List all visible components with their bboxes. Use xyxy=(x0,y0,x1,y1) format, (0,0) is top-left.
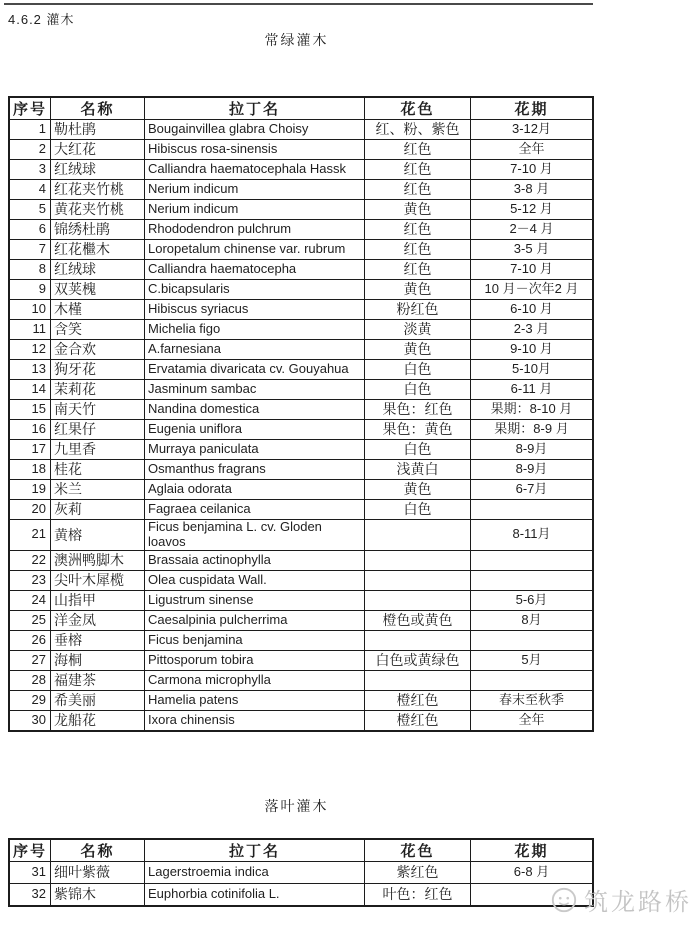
table-cell: 7-10 月 xyxy=(471,260,594,280)
table-cell: 3-5 月 xyxy=(471,240,594,260)
table-cell: Jasminum sambac xyxy=(145,380,365,400)
table-cell: Osmanthus fragrans xyxy=(145,460,365,480)
table-cell: 桂花 xyxy=(51,460,145,480)
table-cell: 13 xyxy=(9,360,51,380)
table-cell: 大红花 xyxy=(51,140,145,160)
table-cell: 9 xyxy=(9,280,51,300)
table-row xyxy=(9,340,593,360)
evergreen-shrub-table-container xyxy=(8,96,594,732)
table-cell: 灰莉 xyxy=(51,500,145,520)
table-row xyxy=(9,690,593,710)
table-row xyxy=(9,862,593,884)
column-header: 花期 xyxy=(471,839,594,862)
table-cell: 果色：红色 xyxy=(365,400,471,420)
table-row xyxy=(9,140,593,160)
table-cell: Carmona microphylla xyxy=(145,670,365,690)
table-cell: C.bicapsularis xyxy=(145,280,365,300)
table-cell: 红色 xyxy=(365,260,471,280)
table-row xyxy=(9,710,593,731)
table-row xyxy=(9,200,593,220)
table-cell: 白色 xyxy=(365,500,471,520)
column-header: 序号 xyxy=(9,97,51,120)
table-cell: Aglaia odorata xyxy=(145,480,365,500)
table-cell: Hibiscus rosa-sinensis xyxy=(145,140,365,160)
column-header: 名称 xyxy=(51,97,145,120)
table-cell: 红果仔 xyxy=(51,420,145,440)
table-cell: 5-12 月 xyxy=(471,200,594,220)
table-cell: Calliandra haematocephala Hassk xyxy=(145,160,365,180)
table-cell: Caesalpinia pulcherrima xyxy=(145,610,365,630)
table-cell: 8月 xyxy=(471,610,594,630)
table-row xyxy=(9,300,593,320)
table-cell: 黄色 xyxy=(365,280,471,300)
table-cell: Euphorbia cotinifolia L. xyxy=(145,884,365,907)
table-cell: 7-10 月 xyxy=(471,160,594,180)
table-cell xyxy=(471,570,594,590)
table-row xyxy=(9,500,593,520)
table-cell: 全年 xyxy=(471,710,594,731)
table-cell: 红色 xyxy=(365,220,471,240)
deciduous-shrub-table xyxy=(8,838,594,907)
column-header: 花色 xyxy=(365,97,471,120)
table-cell: Calliandra haematocepha xyxy=(145,260,365,280)
table-cell: 9-10 月 xyxy=(471,340,594,360)
table-row xyxy=(9,180,593,200)
table-cell: Ixora chinensis xyxy=(145,710,365,731)
table-cell: 茉莉花 xyxy=(51,380,145,400)
table-cell: 黄色 xyxy=(365,200,471,220)
table-cell: 10 月－次年2 月 xyxy=(471,280,594,300)
table-cell: 红绒球 xyxy=(51,160,145,180)
table-cell: Eugenia uniflora xyxy=(145,420,365,440)
table-cell: 细叶紫薇 xyxy=(51,862,145,884)
table-cell: 3 xyxy=(9,160,51,180)
table-cell: 6 xyxy=(9,220,51,240)
table-cell: Hibiscus syriacus xyxy=(145,300,365,320)
table-cell: 白色 xyxy=(365,380,471,400)
table-cell: 23 xyxy=(9,570,51,590)
table-cell: 白色 xyxy=(365,440,471,460)
table-cell: 果期：8-9 月 xyxy=(471,420,594,440)
table-cell: 4 xyxy=(9,180,51,200)
table-cell: 5-10月 xyxy=(471,360,594,380)
table-cell xyxy=(471,670,594,690)
table-cell: 11 xyxy=(9,320,51,340)
table-cell: Hamelia patens xyxy=(145,690,365,710)
table-cell: 海桐 xyxy=(51,650,145,670)
table-row xyxy=(9,440,593,460)
table-cell: 黄色 xyxy=(365,480,471,500)
table-cell: 5-6月 xyxy=(471,590,594,610)
table-row xyxy=(9,610,593,630)
table-cell xyxy=(471,500,594,520)
table-title-evergreen-shrubs: 常绿灌木 xyxy=(264,32,329,48)
table-cell: 红色 xyxy=(365,240,471,260)
table-cell: 6-7月 xyxy=(471,480,594,500)
table-cell: Ficus benjamina L. cv. Gloden loavos xyxy=(145,520,365,551)
table-cell: 木槿 xyxy=(51,300,145,320)
column-header: 拉丁名 xyxy=(145,839,365,862)
table-cell xyxy=(365,550,471,570)
table-cell: 19 xyxy=(9,480,51,500)
table-cell: 红色 xyxy=(365,160,471,180)
table-cell: 3-8 月 xyxy=(471,180,594,200)
table-cell: Lagerstroemia indica xyxy=(145,862,365,884)
table-cell: 17 xyxy=(9,440,51,460)
table-cell: 2 xyxy=(9,140,51,160)
table-cell: 春末至秋季 xyxy=(471,690,594,710)
table-cell: Bougainvillea glabra Choisy xyxy=(145,120,365,140)
table-cell: 含笑 xyxy=(51,320,145,340)
table-row xyxy=(9,160,593,180)
table-cell: 九里香 xyxy=(51,440,145,460)
table-cell: 黄花夹竹桃 xyxy=(51,200,145,220)
table-cell: 8 xyxy=(9,260,51,280)
table-cell: 7 xyxy=(9,240,51,260)
table-cell: 5月 xyxy=(471,650,594,670)
table-cell: 15 xyxy=(9,400,51,420)
table-cell: 30 xyxy=(9,710,51,731)
table-cell: 全年 xyxy=(471,140,594,160)
table-cell: 黄榕 xyxy=(51,520,145,551)
table-cell: 洋金凤 xyxy=(51,610,145,630)
table-cell: 米兰 xyxy=(51,480,145,500)
table-cell: 16 xyxy=(9,420,51,440)
table-cell xyxy=(471,630,594,650)
section-heading: 4.6.2 灌木 xyxy=(8,12,75,27)
table-cell: 红色 xyxy=(365,180,471,200)
header-row xyxy=(9,97,593,120)
table-cell: 澳洲鸭脚木 xyxy=(51,550,145,570)
table-cell: 24 xyxy=(9,590,51,610)
table-cell: 狗牙花 xyxy=(51,360,145,380)
table-cell: 26 xyxy=(9,630,51,650)
table-cell: 8-9月 xyxy=(471,460,594,480)
table-row xyxy=(9,590,593,610)
table-cell: 红、粉、紫色 xyxy=(365,120,471,140)
column-header: 拉丁名 xyxy=(145,97,365,120)
table-cell: 18 xyxy=(9,460,51,480)
table-cell: 白色或黄绿色 xyxy=(365,650,471,670)
table-cell: 叶色：红色 xyxy=(365,884,471,907)
table-cell: 白色 xyxy=(365,360,471,380)
table-cell: Loropetalum chinense var. rubrum xyxy=(145,240,365,260)
table-row xyxy=(9,220,593,240)
table-cell: 红花檵木 xyxy=(51,240,145,260)
table-cell: 南天竹 xyxy=(51,400,145,420)
table-cell: 红绒球 xyxy=(51,260,145,280)
table-cell: 尖叶木犀榄 xyxy=(51,570,145,590)
table-cell: 2-3 月 xyxy=(471,320,594,340)
table-row xyxy=(9,240,593,260)
table-cell: 果色：黄色 xyxy=(365,420,471,440)
table-cell: 6-11 月 xyxy=(471,380,594,400)
table-cell: 红花夹竹桃 xyxy=(51,180,145,200)
column-header: 序号 xyxy=(9,839,51,862)
column-header: 花期 xyxy=(471,97,594,120)
table-cell: 山指甲 xyxy=(51,590,145,610)
zhulong-logo-icon xyxy=(550,886,578,914)
table-cell: 10 xyxy=(9,300,51,320)
table-cell: Ligustrum sinense xyxy=(145,590,365,610)
table-row xyxy=(9,630,593,650)
table-cell: 22 xyxy=(9,550,51,570)
table-cell: 20 xyxy=(9,500,51,520)
table-cell: Nandina domestica xyxy=(145,400,365,420)
table-cell: 粉红色 xyxy=(365,300,471,320)
table-row xyxy=(9,550,593,570)
table-cell: 垂榕 xyxy=(51,630,145,650)
table-cell: 黄色 xyxy=(365,340,471,360)
table-cell: 龙船花 xyxy=(51,710,145,731)
watermark xyxy=(550,882,692,917)
table-cell: Ficus benjamina xyxy=(145,630,365,650)
table-cell: Nerium indicum xyxy=(145,200,365,220)
table-row xyxy=(9,260,593,280)
table-cell: 勒杜鹃 xyxy=(51,120,145,140)
table-title-deciduous-shrubs: 落叶灌木 xyxy=(264,798,329,814)
table-row xyxy=(9,360,593,380)
table-cell: 14 xyxy=(9,380,51,400)
table-cell: 2－4 月 xyxy=(471,220,594,240)
table-row xyxy=(9,320,593,340)
evergreen-shrub-table xyxy=(8,96,594,732)
table-cell: 紫锦木 xyxy=(51,884,145,907)
table-cell: A.farnesiana xyxy=(145,340,365,360)
table-cell: 8-11月 xyxy=(471,520,594,551)
table-cell: Rhododendron pulchrum xyxy=(145,220,365,240)
table-cell: 双荚槐 xyxy=(51,280,145,300)
table-cell: 25 xyxy=(9,610,51,630)
table-cell xyxy=(365,630,471,650)
table-cell: Nerium indicum xyxy=(145,180,365,200)
table-cell: 橙红色 xyxy=(365,710,471,731)
table-cell: 6-10 月 xyxy=(471,300,594,320)
table-row xyxy=(9,884,593,907)
table-cell: Michelia figo xyxy=(145,320,365,340)
table-cell: Fagraea ceilanica xyxy=(145,500,365,520)
table-cell xyxy=(365,670,471,690)
table-cell: 29 xyxy=(9,690,51,710)
table-cell: Olea cuspidata Wall. xyxy=(145,570,365,590)
table-row xyxy=(9,400,593,420)
table-cell xyxy=(471,550,594,570)
table-cell xyxy=(365,590,471,610)
header-row xyxy=(9,839,593,862)
table-cell: Murraya paniculata xyxy=(145,440,365,460)
watermark-text: 筑龙路桥 xyxy=(584,890,692,916)
table-row xyxy=(9,280,593,300)
table-cell: Ervatamia divaricata cv. Gouyahua xyxy=(145,360,365,380)
top-horizontal-rule xyxy=(4,3,593,5)
table-cell xyxy=(365,520,471,551)
table-cell: 32 xyxy=(9,884,51,907)
table-cell: 浅黄白 xyxy=(365,460,471,480)
table-cell: 31 xyxy=(9,862,51,884)
table-cell: 红色 xyxy=(365,140,471,160)
table-cell: 淡黄 xyxy=(365,320,471,340)
table-row xyxy=(9,420,593,440)
table-row xyxy=(9,120,593,140)
table-cell: 福建茶 xyxy=(51,670,145,690)
table-cell: 3-12月 xyxy=(471,120,594,140)
table-cell: 金合欢 xyxy=(51,340,145,360)
table-cell: 5 xyxy=(9,200,51,220)
table-row xyxy=(9,460,593,480)
column-header: 名称 xyxy=(51,839,145,862)
table-row xyxy=(9,380,593,400)
table-row xyxy=(9,650,593,670)
table-cell xyxy=(365,570,471,590)
column-header: 花色 xyxy=(365,839,471,862)
table-cell: 12 xyxy=(9,340,51,360)
table-cell: 紫红色 xyxy=(365,862,471,884)
table-cell: Pittosporum tobira xyxy=(145,650,365,670)
table-row xyxy=(9,480,593,500)
table-row xyxy=(9,520,593,551)
table-cell: 28 xyxy=(9,670,51,690)
table-cell: 果期：8-10 月 xyxy=(471,400,594,420)
table-cell: 21 xyxy=(9,520,51,551)
table-cell: 橙色或黄色 xyxy=(365,610,471,630)
table-cell: 橙红色 xyxy=(365,690,471,710)
table-cell: 1 xyxy=(9,120,51,140)
table-cell: 8-9月 xyxy=(471,440,594,460)
table-cell: 希美丽 xyxy=(51,690,145,710)
table-cell: 6-8 月 xyxy=(471,862,594,884)
deciduous-shrub-table-container xyxy=(8,838,594,907)
table-row xyxy=(9,570,593,590)
table-cell: Brassaia actinophylla xyxy=(145,550,365,570)
table-cell: 锦绣杜鹃 xyxy=(51,220,145,240)
table-row xyxy=(9,670,593,690)
table-cell: 27 xyxy=(9,650,51,670)
